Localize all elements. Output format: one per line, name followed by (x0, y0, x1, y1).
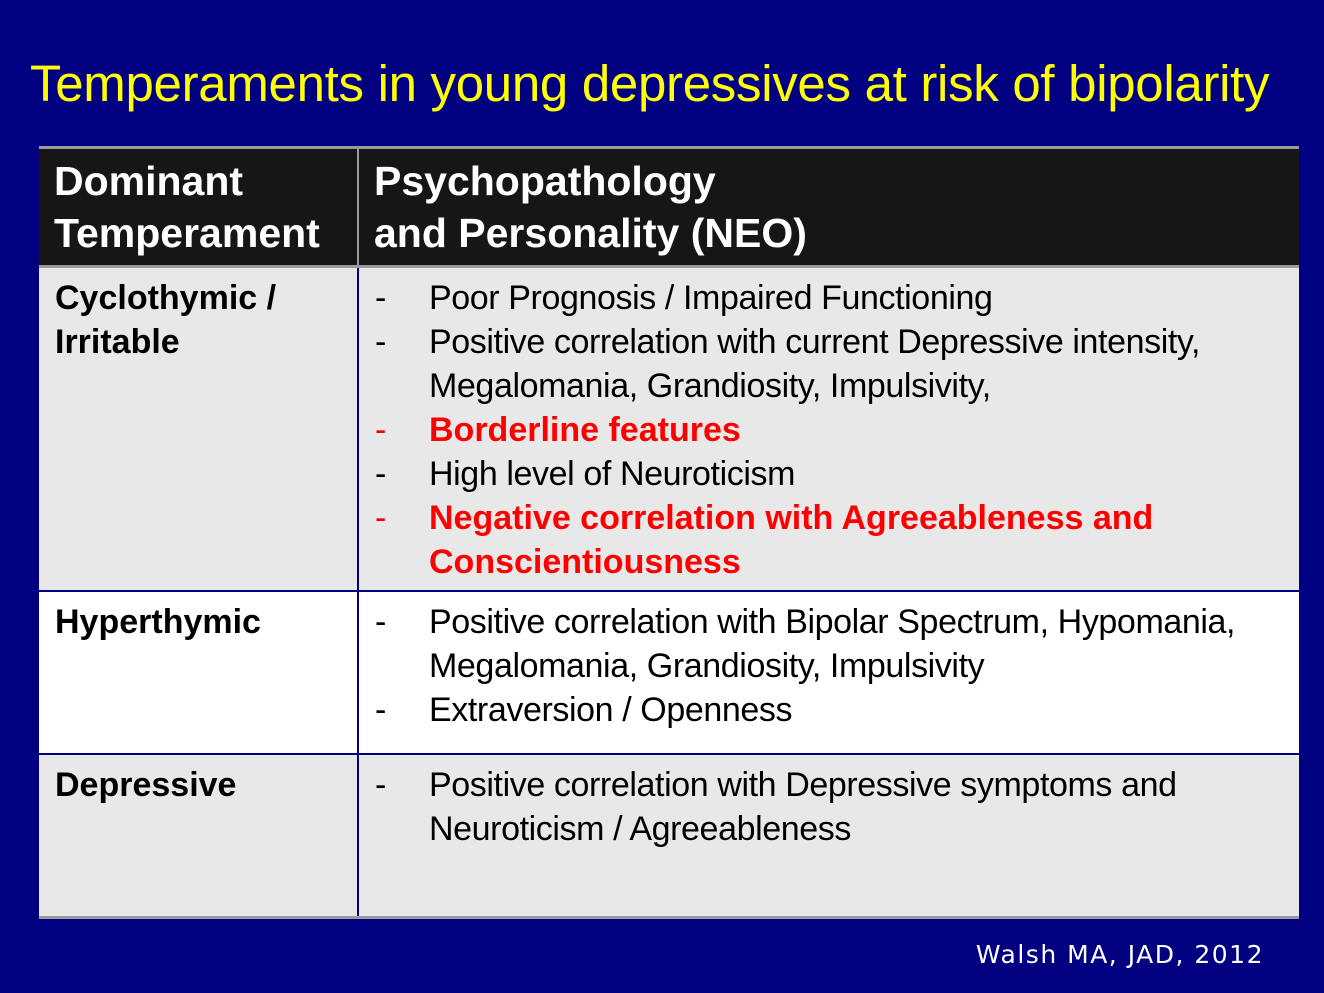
item-text: High level of Neuroticism (429, 455, 796, 493)
header-col1-line2: Temperament (54, 210, 320, 256)
dash-bullet: - (375, 765, 386, 804)
list-item-highlight (373, 408, 1289, 452)
temperament-table (39, 146, 1299, 919)
header-dominant-temperament (39, 148, 358, 267)
dash-bullet: - (375, 455, 386, 493)
temperament-cell (39, 591, 358, 754)
dash-bullet: - (375, 499, 387, 537)
list-item-highlight (373, 496, 1289, 584)
description-cell (358, 754, 1299, 918)
slide-title: Temperaments in young depressives at risk of bipolarity (30, 55, 1270, 112)
item-text: Negative correlation with Agreeableness and Conscientiousness (429, 499, 1154, 581)
item-text: Borderline features (429, 411, 741, 449)
temperament-cell (39, 267, 358, 591)
dash-bullet: - (375, 323, 386, 361)
dash-bullet: - (375, 411, 387, 449)
header-col2-line2: and Personality (NEO) (374, 210, 807, 256)
table-row-depressive (39, 754, 1299, 918)
dash-bullet: - (375, 690, 386, 729)
dash-bullet: - (375, 602, 386, 641)
temperament-label-line1: Hyperthymic (55, 602, 261, 641)
description-list (373, 276, 1289, 584)
item-text: Extraversion / Openness (429, 690, 793, 729)
description-list (373, 600, 1289, 732)
header-col2-line1: Psychopathology (374, 158, 716, 204)
table-row-hyperthymic (39, 591, 1299, 754)
table-row-cyclothymic (39, 267, 1299, 591)
list-item (373, 600, 1289, 688)
temperament-label-line2: Irritable (55, 323, 180, 361)
list-item (373, 763, 1289, 851)
table-header-row (39, 148, 1299, 267)
item-text: Positive correlation with current Depressive intensity, Megalomania, Grandiosity, Impulsivity, (429, 323, 1201, 405)
item-text: Positive correlation with Bipolar Spectrum, Hypomania, Megalomania, Grandiosity, Impulsivity (429, 602, 1236, 685)
dash-bullet: - (375, 279, 386, 317)
description-cell (358, 591, 1299, 754)
temperament-label-line1: Cyclothymic / (55, 279, 277, 317)
header-col1-line1: Dominant (54, 158, 244, 204)
description-cell (358, 267, 1299, 591)
list-item (373, 320, 1289, 408)
list-item (373, 276, 1289, 320)
temperament-cell (39, 754, 358, 918)
temperament-label-line1: Depressive (55, 765, 237, 804)
list-item (373, 452, 1289, 496)
list-item (373, 688, 1289, 732)
item-text: Positive correlation with Depressive symptoms and Neuroticism / Agreeableness (429, 765, 1177, 848)
item-text: Poor Prognosis / Impaired Functioning (429, 279, 993, 317)
header-psychopathology (358, 148, 1299, 267)
citation: Walsh MA, JAD, 2012 (975, 940, 1264, 969)
description-list (373, 763, 1289, 851)
